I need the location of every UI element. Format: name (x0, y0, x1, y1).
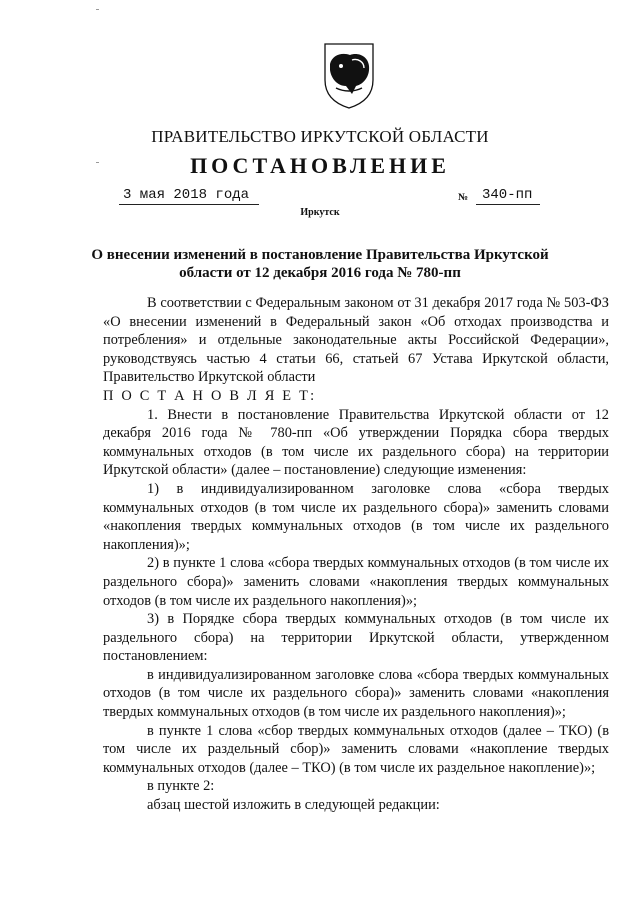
document-number: 340-пп (476, 187, 540, 205)
document-date: 3 мая 2018 года (119, 187, 259, 205)
paragraph-heading-change: в индивидуализированном заголовке слова «сбора твердых коммунальных отходов (в том числе их раздельного сбора)» заменить словами «накопления твердых коммунальных отходов (в том числе их раздельного накопления)»; (103, 666, 609, 721)
document-type: ПОСТАНОВЛЕНИЕ (190, 153, 450, 178)
scan-mark (96, 9, 99, 10)
paragraph-1-3: 3) в Порядке сбора твердых коммунальных отходов (в том числе их раздельного сбора) на территории Иркутской области, утвержденном постановлением: (103, 611, 609, 665)
paragraph-1: 1. Внести в постановление Правительства Иркутской области от 12 декабря 2016 года № 780-пп «Об утверждении Порядка сбора твердых коммунальных отходов (в том числе их раздельного сбора) на территории Иркутской области» (далее – постановление) следующие изменения: (103, 406, 609, 479)
paragraph-1-2: 2) в пункте 1 слова «сбора твердых коммунальных отходов (в том числе их раздельного сбора)» заменить словами «накопления твердых коммунальных отходов (в том числе их раздельного накопления)»; (103, 555, 609, 609)
coat-of-arms-icon (322, 40, 376, 110)
document-body (103, 294, 609, 815)
paragraph-point-1-change: в пункте 1 слова «сбор твердых коммунальных отходов (далее – ТКО) (в том числе их раздельный сбор)» заменить словами «накопление твердых коммунальных отходов (далее – ТКО) (в том числе их раздельное накопление)»; (103, 722, 609, 776)
city: Иркутск (300, 207, 340, 218)
decree-word: П О С Т А Н О В Л Я Е Т: (103, 387, 317, 404)
paragraph-point-2: в пункте 2: (147, 778, 215, 795)
document-title: О внесении изменений в постановление Правительства Иркутской области от 12 декабря 2016 года № 780-пп (91, 247, 549, 281)
paragraph-sixth-abzac: абзац шестой изложить в следующей редакции: (147, 797, 440, 814)
number-label: № (458, 192, 469, 203)
government-name: ПРАВИТЕЛЬСТВО ИРКУТСКОЙ ОБЛАСТИ (151, 127, 489, 146)
paragraph-1-1: 1) в индивидуализированном заголовке слова «сбора твердых коммунальных отходов (в том числе их раздельного сбора)» заменить словами «накопления твердых коммунальных отходов (в том числе их раздельного накопления)»; (103, 480, 609, 553)
preamble-paragraph: В соответствии с Федеральным законом от 31 декабря 2017 года № 503-ФЗ «О внесении изменений в Федеральный закон «Об отходах производства и потребления» и отдельные законодательные акты Российской Федерации», руководствуясь частью 4 статьи 66, статьей 67 Устава Иркутской области, Правительство Иркутской области (103, 295, 609, 386)
